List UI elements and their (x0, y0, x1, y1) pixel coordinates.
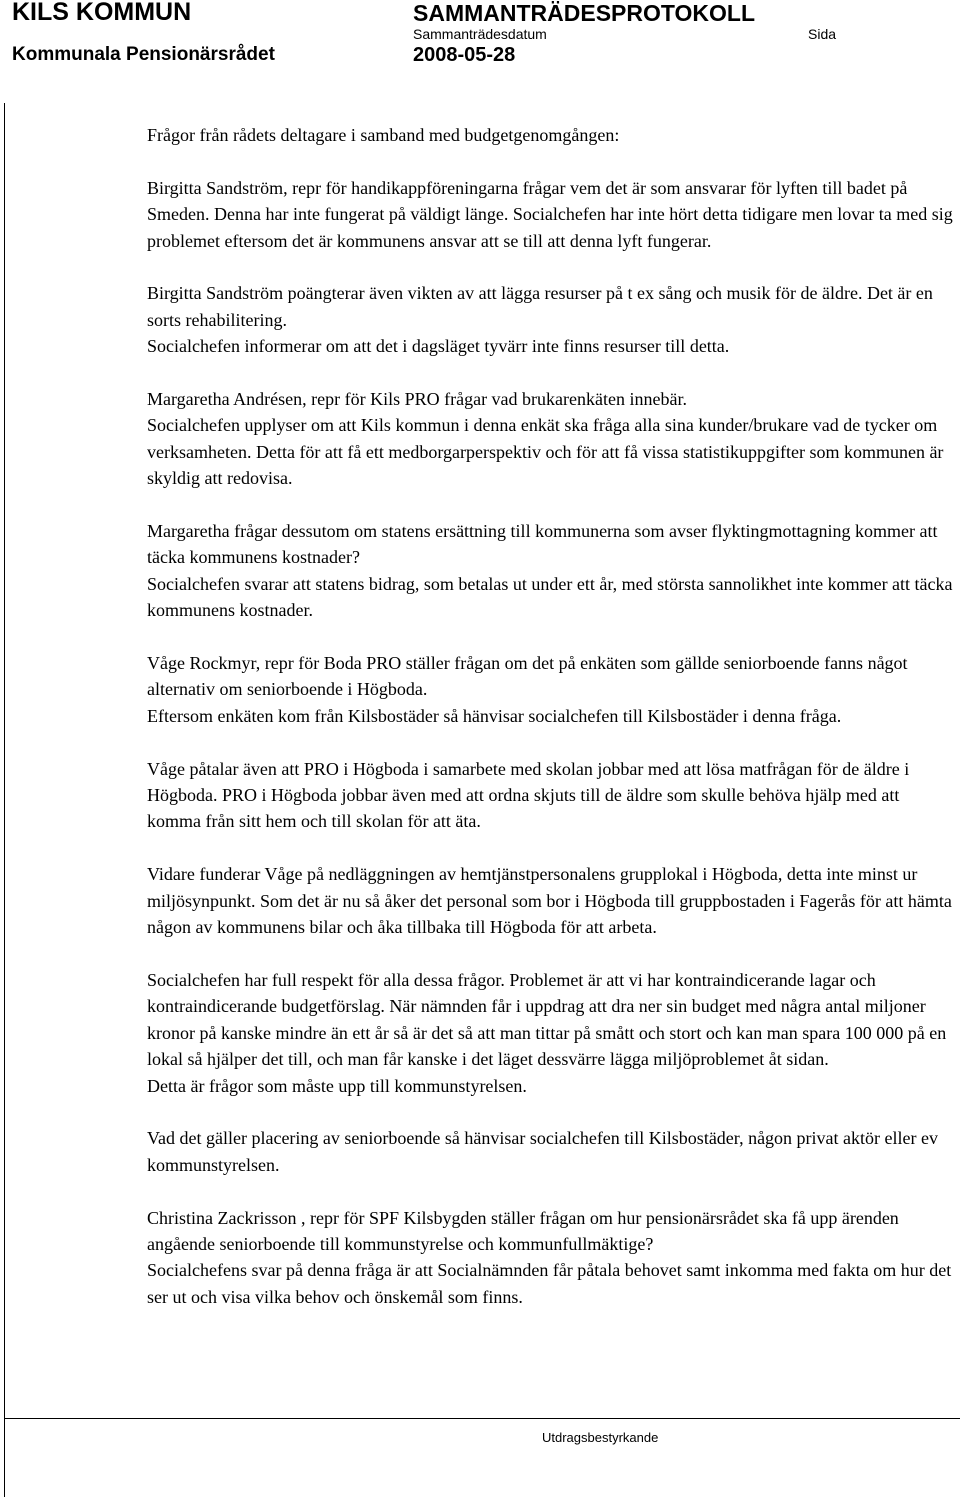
footer-rule (4, 1418, 960, 1419)
paragraph: Våge påtalar även att PRO i Högboda i samarbete med skolan jobbar med att lösa matfrågan för de äldre i Högboda. PRO i Högboda jobbar även med att ordna skjuts till de äldre som skulle behöva hjälp med att komma från sitt hem och till skolan för att äta. (147, 758, 910, 832)
paragraph: Vidare funderar Våge på nedläggningen av hemtjänstpersonalens grupplokal i Högboda, detta inte minst ur miljösynpunkt. Som det är nu så åker det personal som bor i Högboda till gruppbostaden i Fagerås för att hämta någon av kommunens bilar och åka tillbaka till Högboda för att arbeta. (147, 864, 952, 938)
paragraph: Socialchefen informerar om att det i dagsläget tyvärr inte finns resurser till detta. (147, 336, 730, 357)
meeting-date-label: Sammanträdesdatum (413, 26, 547, 42)
protocol-body (147, 122, 957, 1310)
paragraph: Socialchefen svarar att statens bidrag, som betalas ut under ett år, med största sannolikhet inte kommer att täcka kommunens kostnader. (147, 573, 953, 621)
paragraph: Detta är frågor som måste upp till kommunstyrelsen. (147, 1075, 527, 1096)
page-number-label: Sida (808, 26, 837, 42)
paragraph: Socialchefen har full respekt för alla dessa frågor. Problemet är att vi har kontraindicerande lagar och kontraindicerande budgetförslag. När nämnden får i uppdrag att dra ner sin budget med några antal miljoner kronor på kanske mindre än ett år så är det så att man tittar på smått och stort och kan man spara 100 000 på en lokal så hjälper det till, och man får kanske i det läget dessvärre lägga miljöproblemet åt sidan. (147, 969, 947, 1070)
paragraph: Socialchefens svar på denna fråga är att Socialnämnden får påtala behovet samt inkomma med fakta om hur det ser ut och visa vilka behov och önskemål som finns. (147, 1260, 952, 1307)
certification-label: Utdragsbestyrkande (542, 1430, 659, 1445)
meeting-date: 2008-05-28 (413, 44, 516, 66)
paragraph: Margaretha Andrésen, repr för Kils PRO frågar vad brukarenkäten innebär. (147, 389, 687, 410)
paragraph: Birgitta Sandström, repr för handikappföreningarna frågar vem det är som ansvarar för lyften till badet på Smeden. Denna har inte fungerat på väldigt länge. Socialchefen har inte hört detta tidigare men lovar ta med sig problemet eftersom det är kommunens ansvar att se till att denna lyft fungerar. (147, 177, 953, 251)
paragraph: Våge Rockmyr, repr för Boda PRO ställer frågan om det på enkäten som gällde seniorboende fanns något alternativ om seniorboende i Högboda. (147, 653, 908, 700)
paragraph: Eftersom enkäten kom från Kilsbostäder så hänvisar socialchefen till Kilsbostäder i denna fråga. (147, 705, 842, 726)
paragraph: Birgitta Sandström poängterar även vikten av att lägga resurser på t ex sång och musik för de äldre. Det är en sorts rehabilitering. (147, 283, 933, 330)
left-margin-rule (4, 103, 5, 1497)
committee-name: Kommunala Pensionärsrådet (12, 44, 275, 65)
paragraph: Vad det gäller placering av seniorboende så hänvisar socialchefen till Kilsbostäder, någon privat aktör eller ev kommunstyrelsen. (147, 1128, 938, 1175)
paragraph: Frågor från rådets deltagare i samband med budgetgenomgången: (147, 125, 620, 145)
paragraph: Margaretha frågar dessutom om statens ersättning till kommunerna som avser flyktingmottagning kommer att täcka kommunens kostnader? (147, 521, 938, 568)
paragraph: Christina Zackrisson , repr för SPF Kilsbygden ställer frågan om hur pensionärsrådet ska få upp ärenden angående seniorboende till kommunstyrelse och kommunfullmäktige? (147, 1207, 899, 1254)
document-title: SAMMANTRÄDESPROTOKOLL (413, 0, 756, 26)
paragraph: Socialchefen upplyser om att Kils kommun i denna enkät ska fråga alla sina kunder/brukare vad de tycker om verksamheten. Detta för att få ett medborgarperspektiv och för att få vissa statistikuppgifter som kommunen är skyldig att redovisa. (147, 415, 944, 489)
organization-name: KILS KOMMUN (12, 0, 192, 26)
